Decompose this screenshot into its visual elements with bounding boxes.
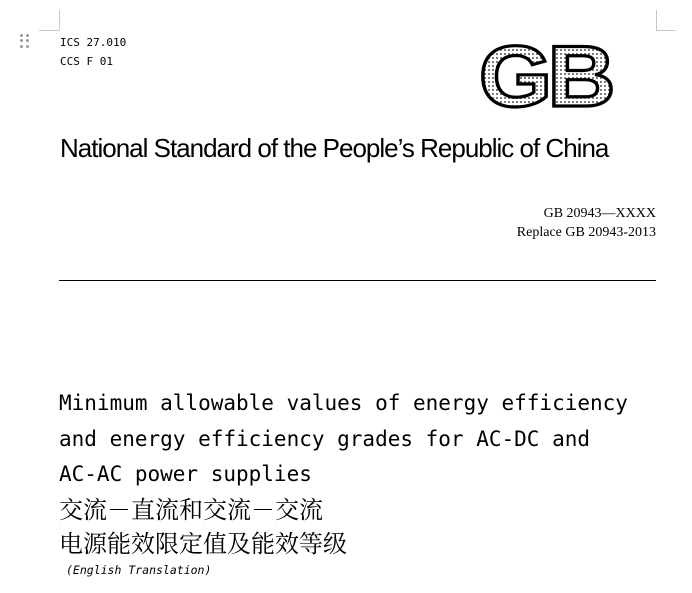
english-title-line: Minimum allowable values of energy efficiency	[59, 391, 628, 415]
chinese-title-line: 电源能效限定值及能效等级	[59, 530, 347, 558]
header-divider	[59, 280, 656, 281]
crop-mark-top-left-horizontal	[39, 30, 59, 31]
national-standard-title: National Standard of the People’s Republic of China	[60, 133, 609, 163]
ics-code: ICS 27.010	[60, 36, 127, 49]
standard-number: GB 20943—XXXX	[543, 206, 656, 221]
replaces-standard: Replace GB 20943-2013	[516, 225, 656, 240]
classification-codes	[60, 33, 126, 71]
drag-handle-icon[interactable]	[20, 34, 30, 48]
chinese-title-line: 交流－直流和交流－交流	[59, 496, 323, 524]
crop-mark-top-right-horizontal	[656, 30, 676, 31]
english-title-line: and energy efficiency grades for AC-DC and	[59, 426, 591, 451]
english-title	[59, 386, 628, 493]
english-title-line: AC-AC power supplies	[59, 462, 312, 486]
chinese-title	[59, 493, 347, 561]
translation-note: (English Translation)	[66, 563, 212, 577]
ccs-code: CCS F 01	[60, 55, 113, 68]
standard-numbers	[517, 204, 656, 242]
crop-mark-top-right-vertical	[656, 10, 657, 30]
gb-logo-text: GB	[479, 40, 612, 112]
crop-mark-top-left-vertical	[59, 10, 60, 30]
gb-logo	[475, 40, 615, 112]
